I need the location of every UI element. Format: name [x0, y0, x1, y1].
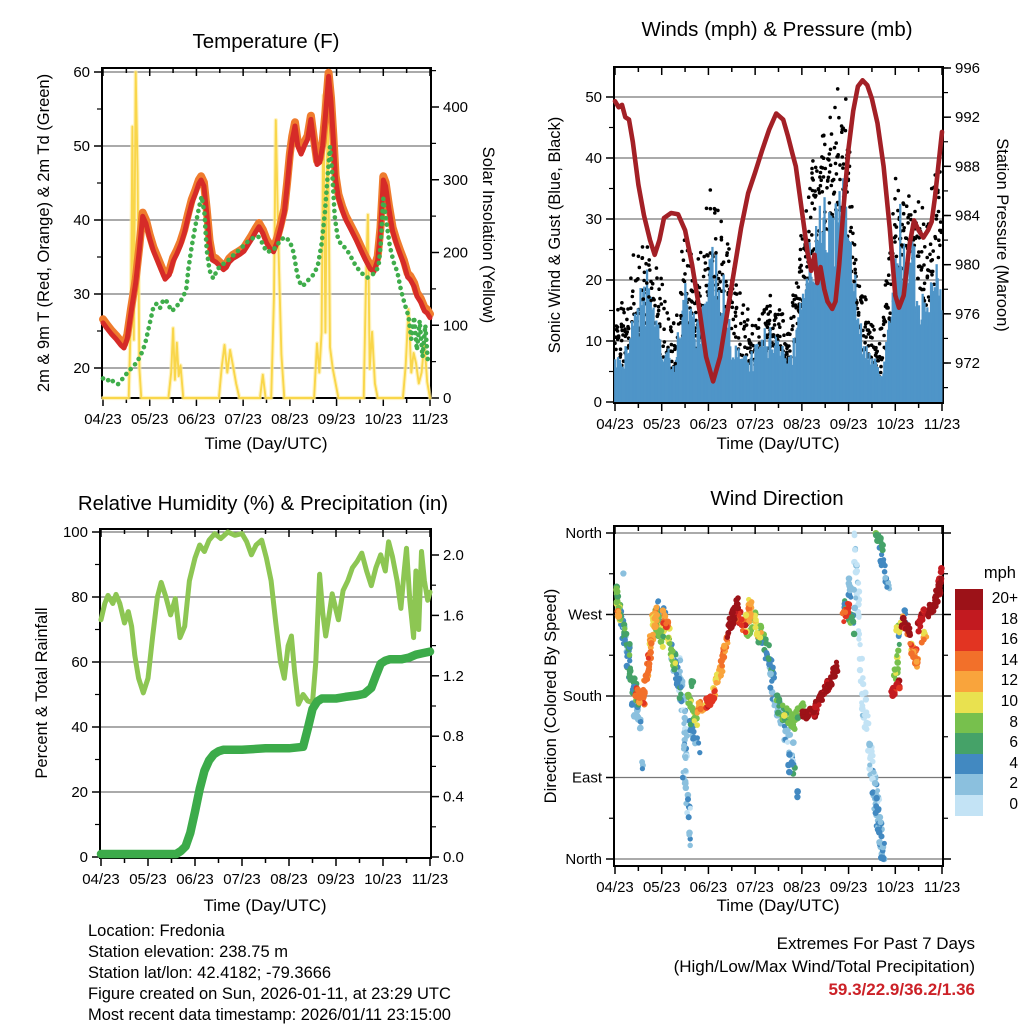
x-tick-label: 05/23: [642, 416, 681, 433]
y-tick-label: 984: [955, 207, 981, 225]
wind-direction-xlabel: Time (Day/UTC): [716, 896, 840, 915]
temperature-chart-title: Temperature (F): [192, 30, 340, 53]
x-tick-label: 09/23: [317, 871, 355, 888]
legend-label: 4: [1009, 754, 1018, 772]
y-tick-label: 100: [443, 317, 469, 335]
legend-label: 16: [1000, 631, 1018, 649]
y-tick-label: East: [571, 769, 602, 787]
legend-label: 6: [1009, 734, 1018, 752]
x-tick-label: 08/23: [783, 416, 821, 433]
y-tick-label: 992: [955, 109, 981, 127]
y-tick-label: 400: [443, 99, 469, 116]
x-tick-label: 08/23: [783, 879, 821, 896]
winds-pressure-chart-title: Winds (mph) & Pressure (mb): [641, 18, 913, 41]
y-tick-label: 20: [71, 784, 88, 801]
y-tick-label: 30: [585, 211, 602, 228]
y-tick-label: West: [568, 606, 602, 624]
legend-entry: [955, 630, 1024, 651]
legend-swatch: [955, 671, 983, 692]
legend-swatch: [955, 733, 983, 754]
y-tick-label: 976: [955, 305, 981, 323]
x-tick-label: 04/23: [82, 871, 120, 888]
y-tick-label: 60: [71, 654, 88, 671]
legend-entry: [955, 589, 1024, 610]
y-tick-label: 988: [955, 158, 981, 176]
x-tick-label: 05/23: [642, 879, 681, 896]
y-tick-label: 0: [443, 390, 452, 407]
x-tick-label: 09/23: [829, 416, 868, 433]
temperature-ylabel-right: Solar Insolation (Yellow): [479, 146, 497, 324]
x-tick-label: 04/23: [596, 879, 634, 896]
legend-label: 8: [1009, 713, 1018, 731]
legend-swatch: [955, 774, 983, 795]
humidity-xlabel: Time (Day/UTC): [203, 896, 327, 915]
y-tick-label: 20: [585, 272, 602, 289]
x-tick-label: 04/23: [84, 411, 122, 428]
legend-swatch: [955, 795, 983, 816]
y-tick-label: North: [565, 851, 602, 868]
wind-direction-chart: [563, 525, 960, 896]
x-tick-label: 05/23: [130, 411, 169, 428]
x-tick-label: 11/23: [923, 416, 961, 433]
x-tick-label: 06/23: [689, 879, 728, 896]
y-tick-label: 50: [585, 89, 602, 106]
total-rainfall-series: [101, 652, 430, 854]
x-tick-label: 10/23: [364, 411, 403, 428]
winds-pressure-chart: [585, 60, 980, 433]
legend-label: 14: [1000, 651, 1018, 669]
pressure-ylabel-right: Station Pressure (Maroon): [993, 138, 1011, 332]
x-tick-label: 08/23: [270, 871, 308, 888]
legend-swatch: [955, 713, 983, 734]
legend-label: 20+: [991, 590, 1018, 607]
x-tick-label: 10/23: [876, 879, 915, 896]
y-tick-label: 996: [955, 60, 981, 77]
legend-title: mph: [983, 564, 1016, 582]
y-tick-label: 20: [73, 360, 90, 377]
legend-label: 10: [1000, 693, 1018, 710]
winds-xlabel: Time (Day/UTC): [716, 434, 840, 453]
y-tick-label: 1.2: [443, 667, 464, 685]
legend-swatch: [955, 651, 983, 672]
y-tick-label: 0.8: [443, 728, 464, 746]
legend-label: 18: [1000, 610, 1018, 628]
x-tick-label: 09/23: [829, 879, 868, 896]
legend-swatch: [955, 610, 983, 631]
y-tick-label: 0.0: [443, 849, 464, 866]
winds-ylabel-left: Sonic Wind & Gust (Blue, Black): [546, 116, 564, 354]
station-info-latlon: Station lat/lon: 42.4182; -79.3666: [88, 964, 332, 982]
y-tick-label: 40: [73, 212, 90, 229]
y-tick-label: 0: [79, 849, 88, 866]
x-tick-label: 07/23: [736, 879, 774, 896]
temperature-chart: [73, 64, 468, 428]
legend-swatch: [955, 630, 983, 651]
extremes-subtitle: (High/Low/Max Wind/Total Precipitation): [673, 957, 975, 976]
legend-rows: [955, 589, 1024, 819]
y-tick-label: 980: [955, 256, 981, 274]
x-tick-label: 11/23: [411, 411, 449, 428]
x-tick-label: 07/23: [736, 416, 774, 433]
legend-entry: [955, 795, 1024, 816]
y-tick-label: 10: [585, 333, 602, 350]
y-tick-label: 0: [593, 394, 602, 411]
legend-label: 0: [1009, 796, 1018, 813]
x-tick-label: 06/23: [689, 416, 728, 433]
humidity-precipitation-chart: [63, 524, 464, 888]
y-tick-label: 50: [73, 138, 90, 155]
x-tick-label: 05/23: [129, 871, 167, 888]
y-tick-label: 40: [585, 150, 602, 167]
legend-entry: [955, 733, 1024, 754]
y-tick-label: 972: [955, 355, 981, 373]
temperature-xlabel: Time (Day/UTC): [204, 434, 328, 453]
legend-entry: [955, 610, 1024, 631]
legend-entry: [955, 671, 1024, 692]
wind-direction-chart-title: Wind Direction: [710, 487, 844, 510]
y-tick-label: 200: [443, 244, 469, 262]
data-timestamp-line: Most recent data timestamp: 2026/01/11 23:15:00: [88, 1006, 451, 1024]
y-tick-label: 2.0: [443, 547, 464, 564]
figure-created-line: Figure created on Sun, 2026-01-11, at 23:29 UTC: [88, 985, 451, 1003]
y-tick-label: 40: [71, 719, 88, 736]
wind-direction-ylabel-left: Direction (Colored By Speed): [542, 588, 560, 804]
y-tick-label: 80: [71, 589, 88, 606]
x-tick-label: 07/23: [223, 871, 261, 888]
legend-entry: [955, 651, 1024, 672]
legend-entry: [955, 774, 1024, 795]
y-tick-label: 60: [73, 64, 90, 81]
x-tick-label: 10/23: [364, 871, 402, 888]
y-tick-label: 1.6: [443, 607, 464, 625]
legend-entry: [955, 713, 1024, 734]
humidity-precipitation-chart-title: Relative Humidity (%) & Precipitation (in): [77, 492, 449, 515]
y-tick-label: 100: [62, 524, 88, 541]
humidity-ylabel-left: Percent & Total Rainfall: [33, 607, 51, 779]
y-tick-label: 0.4: [443, 788, 464, 806]
x-tick-label: 11/23: [923, 879, 961, 896]
legend-swatch: [955, 754, 983, 775]
legend-swatch: [955, 589, 983, 610]
y-tick-label: 30: [73, 286, 90, 303]
extremes-values: 59.3/22.9/36.2/1.36: [828, 980, 975, 999]
station-info-elevation: Station elevation: 238.75 m: [88, 943, 288, 961]
x-tick-label: 09/23: [317, 411, 356, 428]
x-tick-label: 04/23: [596, 416, 634, 433]
legend-label: 2: [1009, 775, 1018, 793]
station-info-location: Location: Fredonia: [88, 922, 225, 940]
legend-swatch: [955, 692, 983, 713]
x-tick-label: 11/23: [411, 871, 449, 888]
legend-label: 12: [1000, 672, 1018, 690]
x-tick-label: 08/23: [271, 411, 309, 428]
legend-entry: [955, 692, 1024, 713]
x-tick-label: 06/23: [176, 871, 214, 888]
x-tick-label: 07/23: [224, 411, 262, 428]
temperature-ylabel-left: 2m & 9m T (Red, Orange) & 2m Td (Green): [35, 73, 53, 393]
x-tick-label: 10/23: [876, 416, 915, 433]
x-tick-label: 06/23: [177, 411, 216, 428]
y-tick-label: North: [565, 524, 602, 542]
y-tick-label: 300: [443, 171, 469, 189]
relative-humidity-series: [101, 532, 430, 704]
extremes-title: Extremes For Past 7 Days: [776, 934, 975, 953]
legend-entry: [955, 754, 1024, 775]
y-tick-label: South: [562, 687, 602, 705]
